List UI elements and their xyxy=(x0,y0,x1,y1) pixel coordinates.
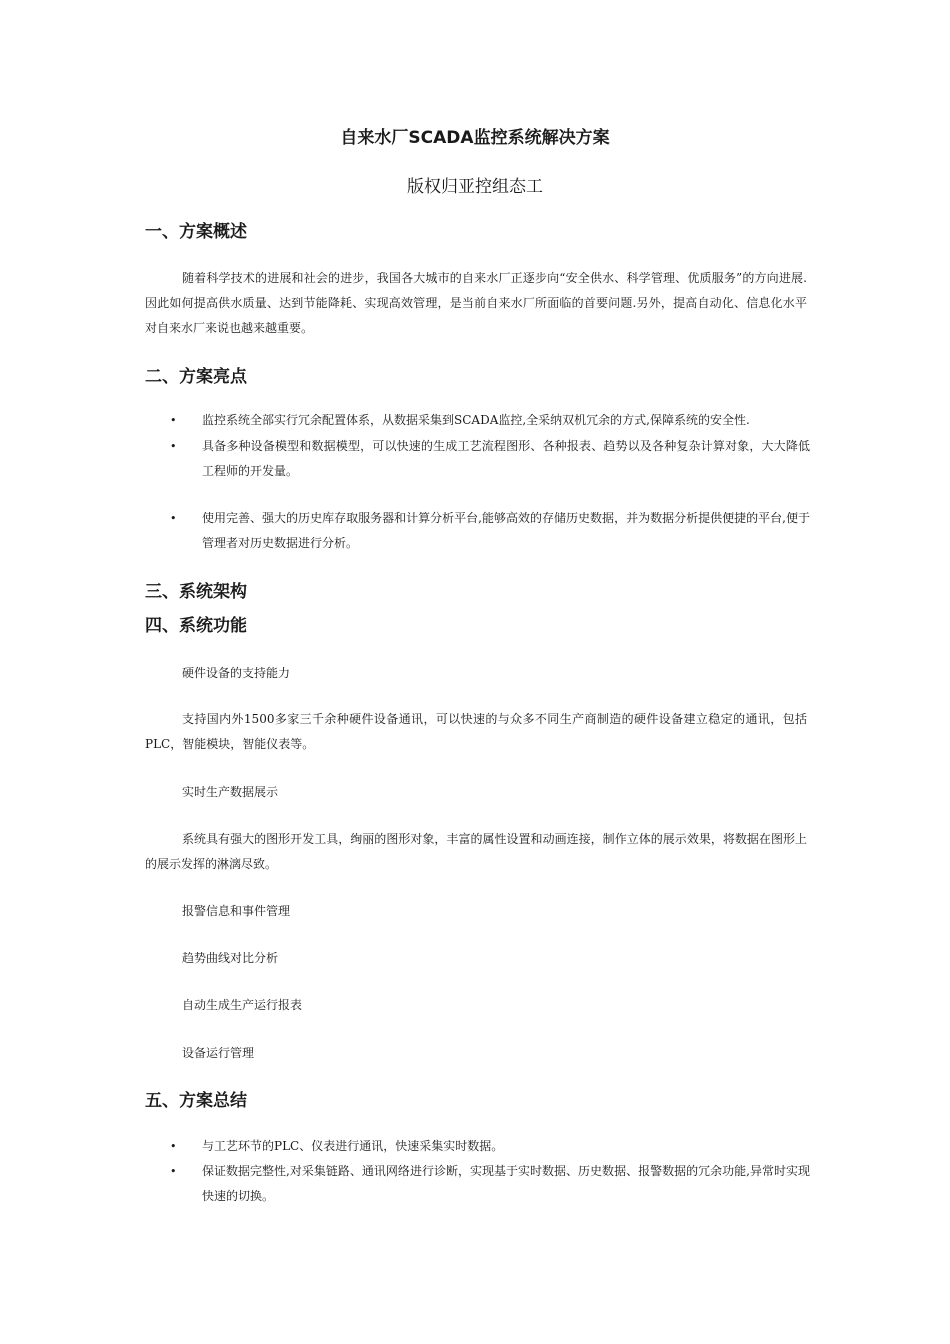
list-item-text: 与工艺环节的PLC、仪表进行通讯，快速采集实时数据。 xyxy=(202,1139,504,1153)
function-paragraph: 支持国内外1500多家三千余种硬件设备通讯，可以快速的与众多不同生产商制造的硬件设备建立稳定的通讯，包括PLC，智能模块，智能仪表等。 xyxy=(145,712,807,751)
overview-paragraph: 随着科学技术的进展和社会的进步，我国各大城市的自来水厂正逐步向“安全供水、科学管理、优质服务”的方向进展.因此如何提高供水质量、达到节能降耗、实现高效管理，是当前自来水厂所面临的首要问题.另外，提高自动化、信息化水平对自来水厂来说也越来越重要。 xyxy=(145,271,807,335)
list-item xyxy=(170,1159,810,1209)
function-paragraph: 系统具有强大的图形开发工具，绚丽的图形对象，丰富的属性设置和动画连接，制作立体的展示效果，将数据在图形上的展示发挥的淋漓尽致。 xyxy=(145,832,807,871)
bullet-icon: • xyxy=(170,440,177,453)
function-title: 趋势曲线对比分析 xyxy=(182,951,279,965)
bullet-icon: • xyxy=(170,1165,177,1178)
list-item xyxy=(170,408,810,433)
function-title: 设备运行管理 xyxy=(182,1046,255,1060)
function-title: 自动生成生产运行报表 xyxy=(182,998,303,1012)
bullet-icon: • xyxy=(170,512,177,525)
section-heading-summary: 五、方案总结 xyxy=(145,1091,247,1111)
function-title: 报警信息和事件管理 xyxy=(182,904,291,918)
list-item xyxy=(170,1134,810,1159)
section-heading-overview: 一、方案概述 xyxy=(145,222,247,242)
list-item-text: 使用完善、强大的历史库存取服务器和计算分析平台,能够高效的存储历史数据，并为数据分析提供便捷的平台,便于管理者对历史数据进行分析。 xyxy=(202,511,810,550)
bullet-icon: • xyxy=(170,414,177,427)
list-item-text: 保证数据完整性,对采集链路、通讯网络进行诊断，实现基于实时数据、历史数据、报警数据的冗余功能,异常时实现快速的切换。 xyxy=(202,1164,810,1203)
list-item-text: 具备多种设备模型和数据模型，可以快速的生成工艺流程图形、各种报表、趋势以及各种复杂计算对象，大大降低工程师的开发量。 xyxy=(202,439,810,478)
list-item xyxy=(170,506,810,556)
document-subtitle: 版权归亚控组态工 xyxy=(407,177,543,197)
list-item xyxy=(170,434,810,484)
function-title: 实时生产数据展示 xyxy=(182,785,279,799)
list-item-text: 监控系统全部实行冗余配置体系，从数据采集到SCADA监控,全采纳双机冗余的方式,保障系统的安全性. xyxy=(202,413,750,427)
bullet-icon: • xyxy=(170,1140,177,1153)
section-heading-highlights: 二、方案亮点 xyxy=(145,367,247,387)
section-heading-architecture: 三、系统架构 xyxy=(145,582,247,602)
function-title: 硬件设备的支持能力 xyxy=(182,666,291,680)
section-heading-functions: 四、系统功能 xyxy=(145,616,247,636)
document-title: 自来水厂SCADA监控系统解决方案 xyxy=(340,128,610,148)
